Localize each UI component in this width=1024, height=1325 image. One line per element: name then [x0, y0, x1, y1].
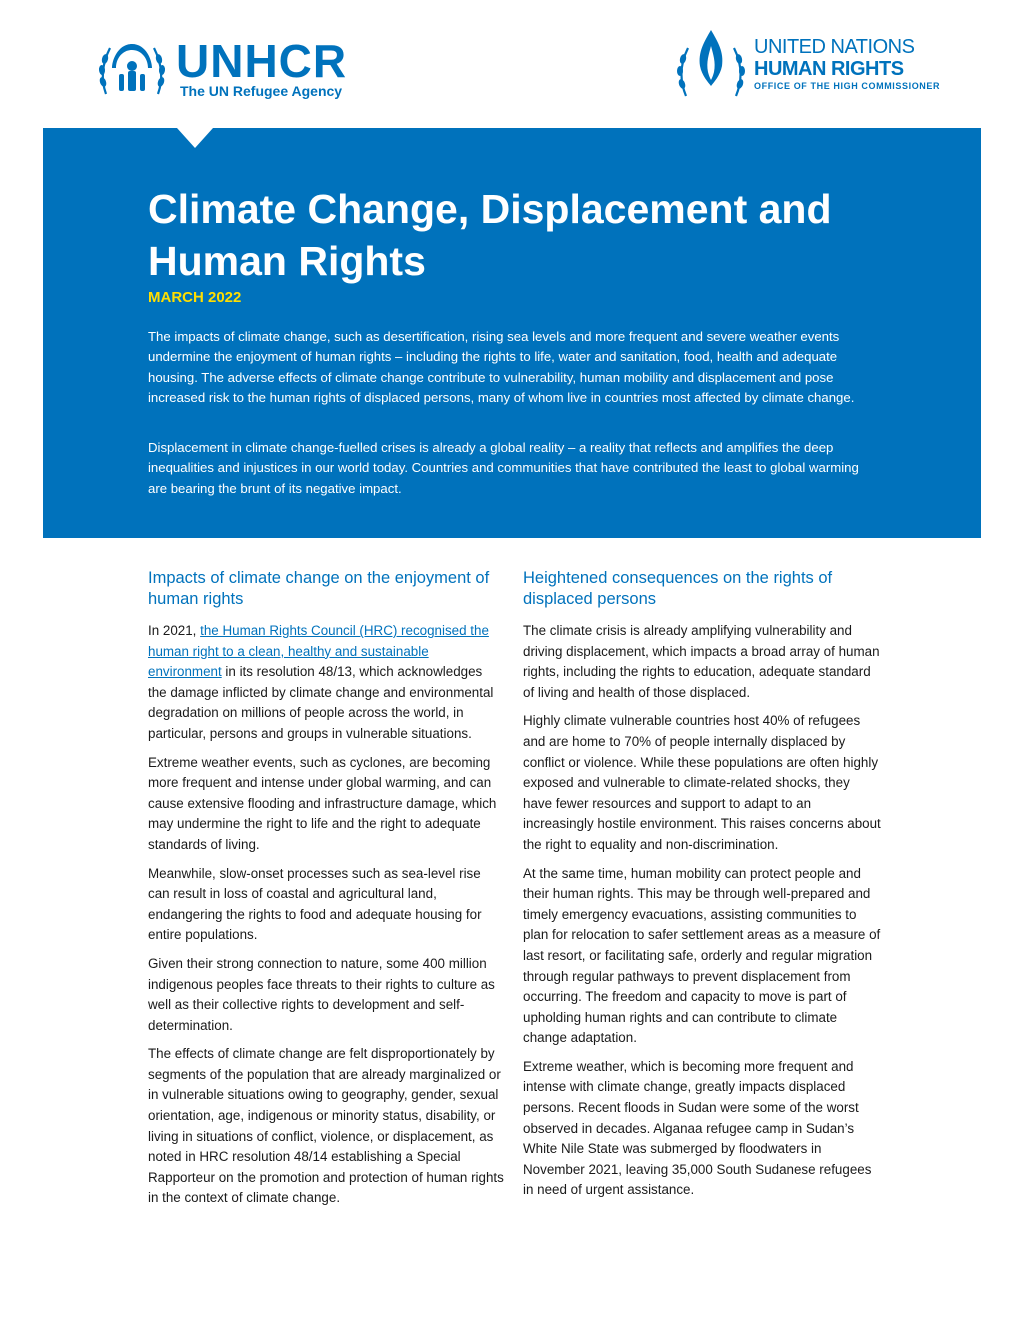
document-title: Climate Change, Displacement and Human Rights	[148, 186, 832, 284]
ohchr-logo	[676, 26, 940, 102]
left-paragraph-1	[148, 621, 504, 745]
right-paragraph-4: Extreme weather, which is becoming more frequent and intense with climate change, greatly impacts displaced persons. Recent floods in Sudan were some of the worst observed in decades. Alganaa refugee camp in Sudan’s White Nile State was submerged by floodwaters in November 2021, leaving 35,000 South Sudanese refugees in need of urgent assistance.	[523, 1058, 872, 1198]
right-paragraph-3: At the same time, human mobility can protect people and their human rights. This may be through well-prepared and timely emergency evacuations, assisting communities to plan for relocation to safer settlement areas as a measure of last resort, or facilitating safe, orderly and regular migration through regular pathways to prevent displacement from occurring. The freedom and capacity to move is part of upholding human rights and can contribute to climate change adaptation.	[523, 865, 881, 1046]
unhcr-emblem-icon	[96, 38, 168, 100]
left-column-heading: Impacts of climate change on the enjoyment of human rights	[148, 569, 490, 608]
right-column	[523, 568, 881, 1209]
unhcr-tagline: The UN Refugee Agency	[180, 83, 343, 99]
left-paragraph-1-start: In 2021,	[148, 623, 201, 638]
intro-paragraph-2: Displacement in climate change-fuelled crises is already a global reality – a reality that reflects and amplifies the deep inequalities and injustices in our world today. Countries and communities that have contributed the least to global warming are bearing the brunt of its negative impact.	[148, 440, 859, 496]
left-paragraph-3: Meanwhile, slow-onset processes such as sea-level rise can result in loss of coastal and agricultural land, endangering the rights to food and adequate housing for entire populations.	[148, 865, 482, 943]
hrc-resolution-link[interactable]: the Human Rights Council (HRC) recognised the human right to a clean, healthy and sustainable environment	[148, 623, 489, 680]
page-header	[0, 0, 1024, 128]
ohchr-name-line2: HUMAN RIGHTS	[754, 58, 904, 80]
intro-paragraph-1: The impacts of climate change, such as desertification, rising sea levels and more frequent and severe weather events undermine the enjoyment of human rights – including the rights to life, water and sanitation, food, health and adequate housing. The adverse effects of climate change contribute to vulnerability, human mobility and displacement and pose increased risk to the human rights of displaced persons, many of whom live in countries most affected by climate change.	[148, 329, 855, 405]
left-column	[148, 568, 504, 1217]
left-paragraph-5: The effects of climate change are felt disproportionately by segments of the population that are already marginalized or in vulnerable situations owing to geography, gender, sexual orientation, age, indigenous or minority status, disability, or living in situations of conflict, violence, or displacement, as noted in HRC resolution 48/14 establishing a Special Rapporteur on the promotion and protection of human rights in the context of climate change.	[148, 1046, 504, 1206]
unhcr-logo	[96, 35, 348, 100]
ohchr-name-line1: UNITED NATIONS	[754, 36, 915, 58]
left-paragraph-4: Given their strong connection to nature, some 400 million indigenous peoples face threats to their rights to culture as well as their collective rights to development and self-determination.	[148, 955, 495, 1033]
right-paragraph-1: The climate crisis is already amplifying vulnerability and driving displacement, which impacts a broad array of human rights, including the rights to education, adequate standard of living and health of those displaced.	[523, 623, 880, 700]
right-paragraph-2: Highly climate vulnerable countries host 40% of refugees and are home to 70% of people internally displaced by conflict or violence. While these populations are often highly exposed and vulnerable to climate-related shocks, they have fewer resources and support to adapt to an increasingly hostile environment. This raises concerns about the right to equality and non-discrimination.	[523, 713, 881, 852]
left-paragraph-1-end: in its resolution 48/13, which acknowledges the damage inflicted by climate change and environmental degradation on millions of people across the world, in particular, persons and groups in vulnerable situations.	[148, 664, 494, 741]
ohchr-name-line3: OFFICE OF THE HIGH COMMISSIONER	[754, 81, 941, 91]
right-column-heading: Heightened consequences on the rights of displaced persons	[523, 569, 833, 608]
ohchr-flame-emblem-icon	[676, 26, 746, 102]
left-paragraph-2: Extreme weather events, such as cyclones, are becoming more frequent and intense under global warming, and can cause extensive flooding and infrastructure damage, which may undermine the right to life and the right to adequate standards of living.	[148, 754, 497, 852]
document-date: MARCH 2022	[148, 289, 242, 306]
banner-notch	[177, 128, 213, 148]
unhcr-wordmark: UNHCR	[176, 35, 348, 87]
